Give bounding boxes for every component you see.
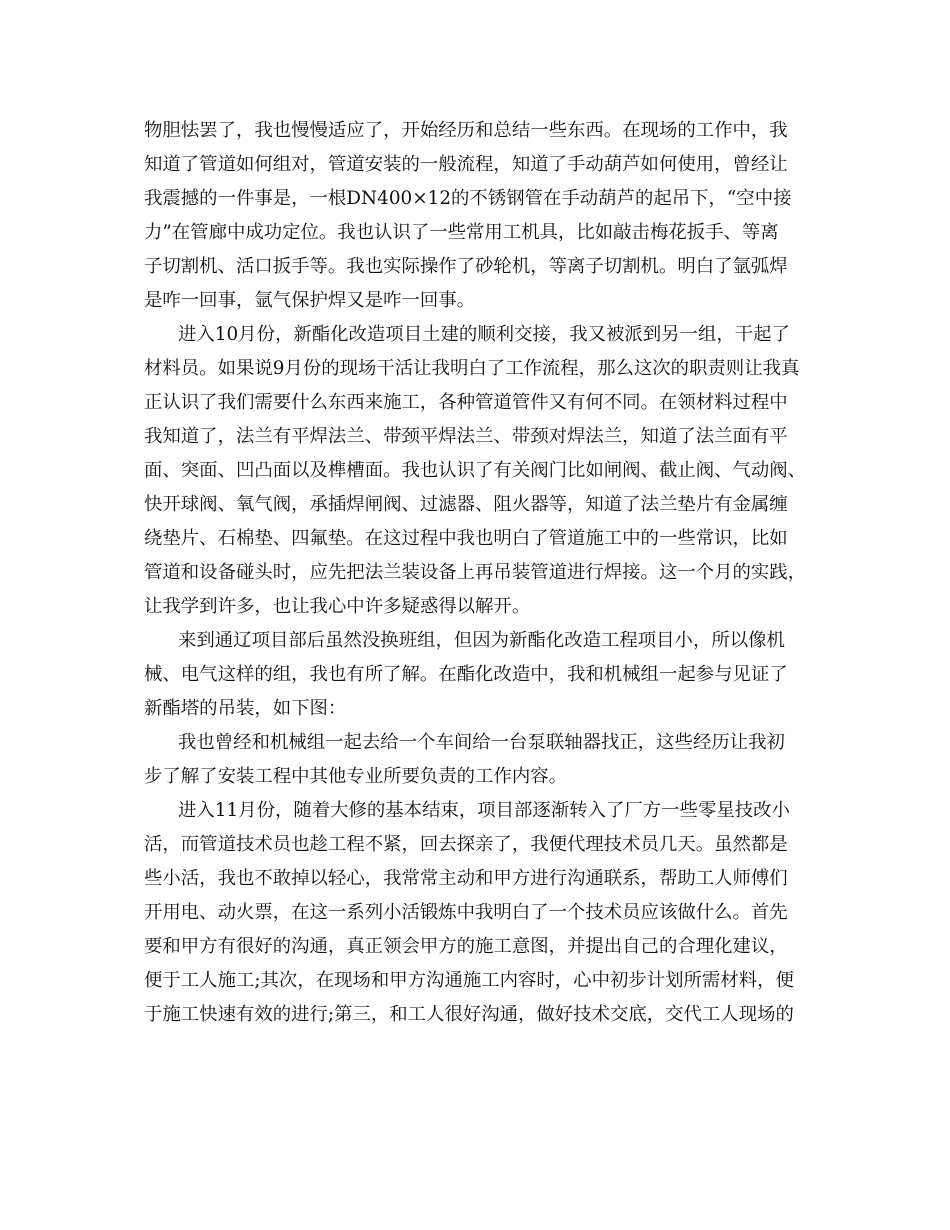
paragraph-first-line: 进入11月份，随着大修的基本结束，项目部逐渐转入了厂方一些零星技改小	[178, 800, 790, 821]
paragraph-first-line: 进入10月份，新酯化改造项目土建的顺利交接，我又被派到另一组，干起了	[178, 324, 790, 345]
text-line: 械、电气这样的组，我也有所了解。在酯化改造中，我和机械组一起参与见证了	[144, 664, 788, 685]
text-line: 力”在管廊中成功定位。我也认识了一些常用工机具，比如敲击梅花扳手、等离	[144, 222, 779, 243]
text-line: 步了解了安装工程中其他专业所要负责的工作内容。	[144, 766, 567, 787]
text-line: 面、突面、凹凸面以及榫槽面。我也认识了有关阀门比如闸阀、截止阀、气动阀、	[144, 460, 807, 481]
text-line: 材料员。如果说9月份的现场干活让我明白了工作流程，那么这次的职责则让我真	[144, 358, 800, 379]
paragraph-first-line: 我也曾经和机械组一起去给一个车间给一台泵联轴器找正，这些经历让我初	[178, 732, 785, 753]
text-line: 我震撼的一件事是，一根DN400×12的不锈钢管在手动葫芦的起吊下，“空中接	[144, 188, 792, 209]
text-line: 让我学到许多，也让我心中许多疑惑得以解开。	[144, 596, 531, 617]
text-line: 新酯塔的吊装，如下图：	[144, 698, 347, 719]
text-line: 些小活，我也不敢掉以轻心，我常常主动和甲方进行沟通联系，帮助工人师傅们	[144, 868, 788, 889]
text-line: 要和甲方有很好的沟通，真正领会甲方的施工意图，并提出自己的合理化建议，	[144, 936, 788, 957]
text-line: 便于工人施工;其次，在现场和甲方沟通施工内容时，心中初步计划所需材料，便	[144, 970, 794, 991]
text-line: 开用电、动火票，在这一系列小活锻炼中我明白了一个技术员应该做什么。首先	[144, 902, 788, 923]
text-line: 于施工快速有效的进行;第三，和工人很好沟通，做好技术交底，交代工人现场的	[144, 1004, 794, 1025]
text-line: 我知道了，法兰有平焊法兰、带颈平焊法兰、带颈对焊法兰，知道了法兰面有平	[144, 426, 788, 447]
text-line: 子切割机、活口扳手等。我也实际操作了砂轮机，等离子切割机。明白了氩弧焊	[144, 256, 788, 277]
text-line: 绕垫片、石棉垫、四氟垫。在这过程中我也明白了管道施工中的一些常识，比如	[144, 528, 788, 549]
paragraph-first-line: 来到通辽项目部后虽然没换班组，但因为新酯化改造工程项目小，所以像机	[178, 630, 785, 651]
text-line: 管道和设备碰头时，应先把法兰装设备上再吊装管道进行焊接。这一个月的实践，	[144, 562, 807, 583]
text-line: 活，而管道技术员也趁工程不紧，回去探亲了，我便代理技术员几天。虽然都是	[144, 834, 788, 855]
text-line: 知道了管道如何组对，管道安装的一般流程，知道了手动葫芦如何使用，曾经让	[144, 154, 788, 175]
text-line: 正认识了我们需要什么东西来施工，各种管道管件又有何不同。在领材料过程中	[144, 392, 788, 413]
text-line: 物胆怯罢了，我也慢慢适应了，开始经历和总结一些东西。在现场的工作中，我	[144, 120, 788, 141]
text-line: 是咋一回事，氩气保护焊又是咋一回事。	[144, 290, 476, 311]
text-line: 快开球阀、氧气阀，承插焊闸阀、过滤器、阻火器等，知道了法兰垫片有金属缠	[144, 494, 788, 515]
